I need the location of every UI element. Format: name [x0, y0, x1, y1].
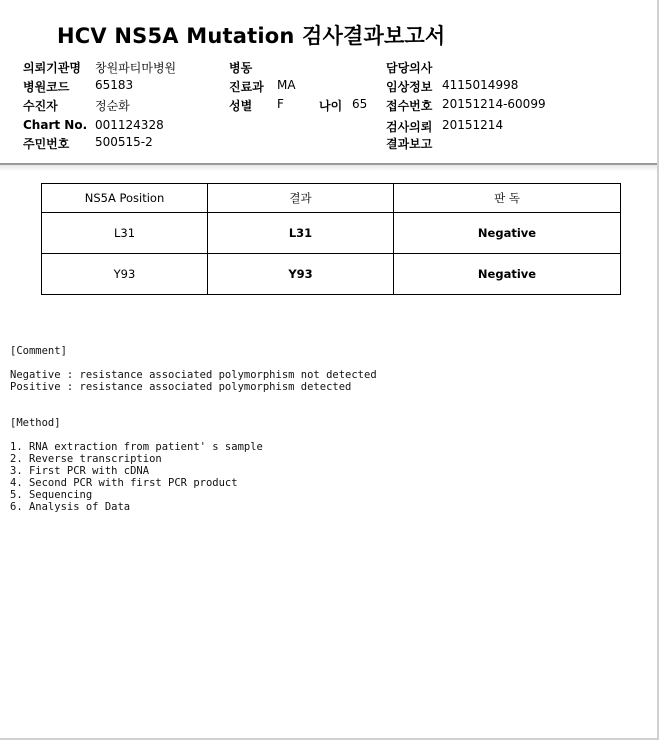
- info-patient-name: [23, 97, 130, 114]
- info-age: [319, 97, 368, 114]
- info-label: 병원코드: [23, 80, 70, 94]
- info-label: Chart No.: [23, 118, 88, 132]
- method-step: 1. RNA extraction from patient' s sample: [10, 441, 263, 453]
- info-label: 성별: [229, 99, 253, 113]
- cell-interpretation: Negative: [394, 254, 621, 295]
- report-header: [0, 0, 657, 165]
- column-header-interpretation: 판 독: [394, 184, 621, 213]
- column-header-result: 결과: [208, 184, 394, 213]
- info-label: 결과보고: [386, 137, 433, 151]
- info-label: 임상정보: [386, 80, 433, 94]
- info-chart-no: [23, 118, 164, 132]
- info-value: 4115014998: [442, 78, 519, 92]
- info-label: 주민번호: [23, 137, 70, 151]
- info-value: 65: [352, 97, 368, 111]
- method-step: 2. Reverse transcription: [10, 453, 162, 465]
- result-table: [41, 183, 621, 295]
- info-value: MA: [277, 78, 296, 92]
- report-title: HCV NS5A Mutation 검사결과보고서: [57, 24, 446, 48]
- info-label: 검사의뢰: [386, 120, 433, 134]
- info-value: 65183: [95, 78, 134, 92]
- table-row: [42, 254, 621, 295]
- cell-interpretation: Negative: [394, 213, 621, 254]
- info-reception-no: [386, 97, 546, 114]
- info-ward: [229, 59, 252, 76]
- method-step: 4. Second PCR with first PCR product: [10, 477, 238, 489]
- info-result-report: [386, 135, 432, 152]
- table-header-row: [42, 184, 621, 213]
- info-department: [229, 78, 296, 95]
- header-divider: [0, 165, 657, 171]
- info-value: 500515-2: [95, 135, 153, 149]
- method-step: 3. First PCR with cDNA: [10, 465, 150, 477]
- info-value: 20151214: [442, 118, 504, 132]
- info-sex: [229, 97, 284, 114]
- info-doctor: [386, 59, 432, 76]
- info-hospital-code: [23, 78, 134, 95]
- table-row: [42, 213, 621, 254]
- info-label: 진료과: [229, 80, 264, 94]
- info-label: 병동: [229, 61, 253, 75]
- method-step: 5. Sequencing: [10, 489, 93, 501]
- method-step: 6. Analysis of Data: [10, 501, 131, 513]
- cell-result: L31: [208, 213, 394, 254]
- info-value: 정순화: [95, 99, 130, 113]
- cell-result: Y93: [208, 254, 394, 295]
- info-label: 의뢰기관명: [23, 61, 81, 75]
- info-label: 담당의사: [386, 61, 433, 75]
- info-value: 창원파티마병원: [95, 61, 177, 75]
- info-value: 20151214-60099: [442, 97, 546, 111]
- comment-line: Positive : resistance associated polymorphism detected: [10, 381, 352, 393]
- info-value: 001124328: [95, 118, 164, 132]
- info-clinical-info: [386, 78, 519, 95]
- comment-line: Negative : resistance associated polymorphism not detected: [10, 369, 377, 381]
- info-label: 접수번호: [386, 99, 433, 113]
- column-header-position: NS5A Position: [42, 184, 208, 213]
- info-resident-no: [23, 135, 153, 152]
- cell-position: L31: [42, 213, 208, 254]
- info-test-request: [386, 118, 504, 135]
- comment-heading: [Comment]: [10, 345, 67, 357]
- info-value: F: [277, 97, 284, 111]
- info-label: 수진자: [23, 99, 58, 113]
- info-label: 나이: [319, 99, 343, 113]
- info-requesting-institution: [23, 59, 177, 76]
- cell-position: Y93: [42, 254, 208, 295]
- method-heading: [Method]: [10, 417, 61, 429]
